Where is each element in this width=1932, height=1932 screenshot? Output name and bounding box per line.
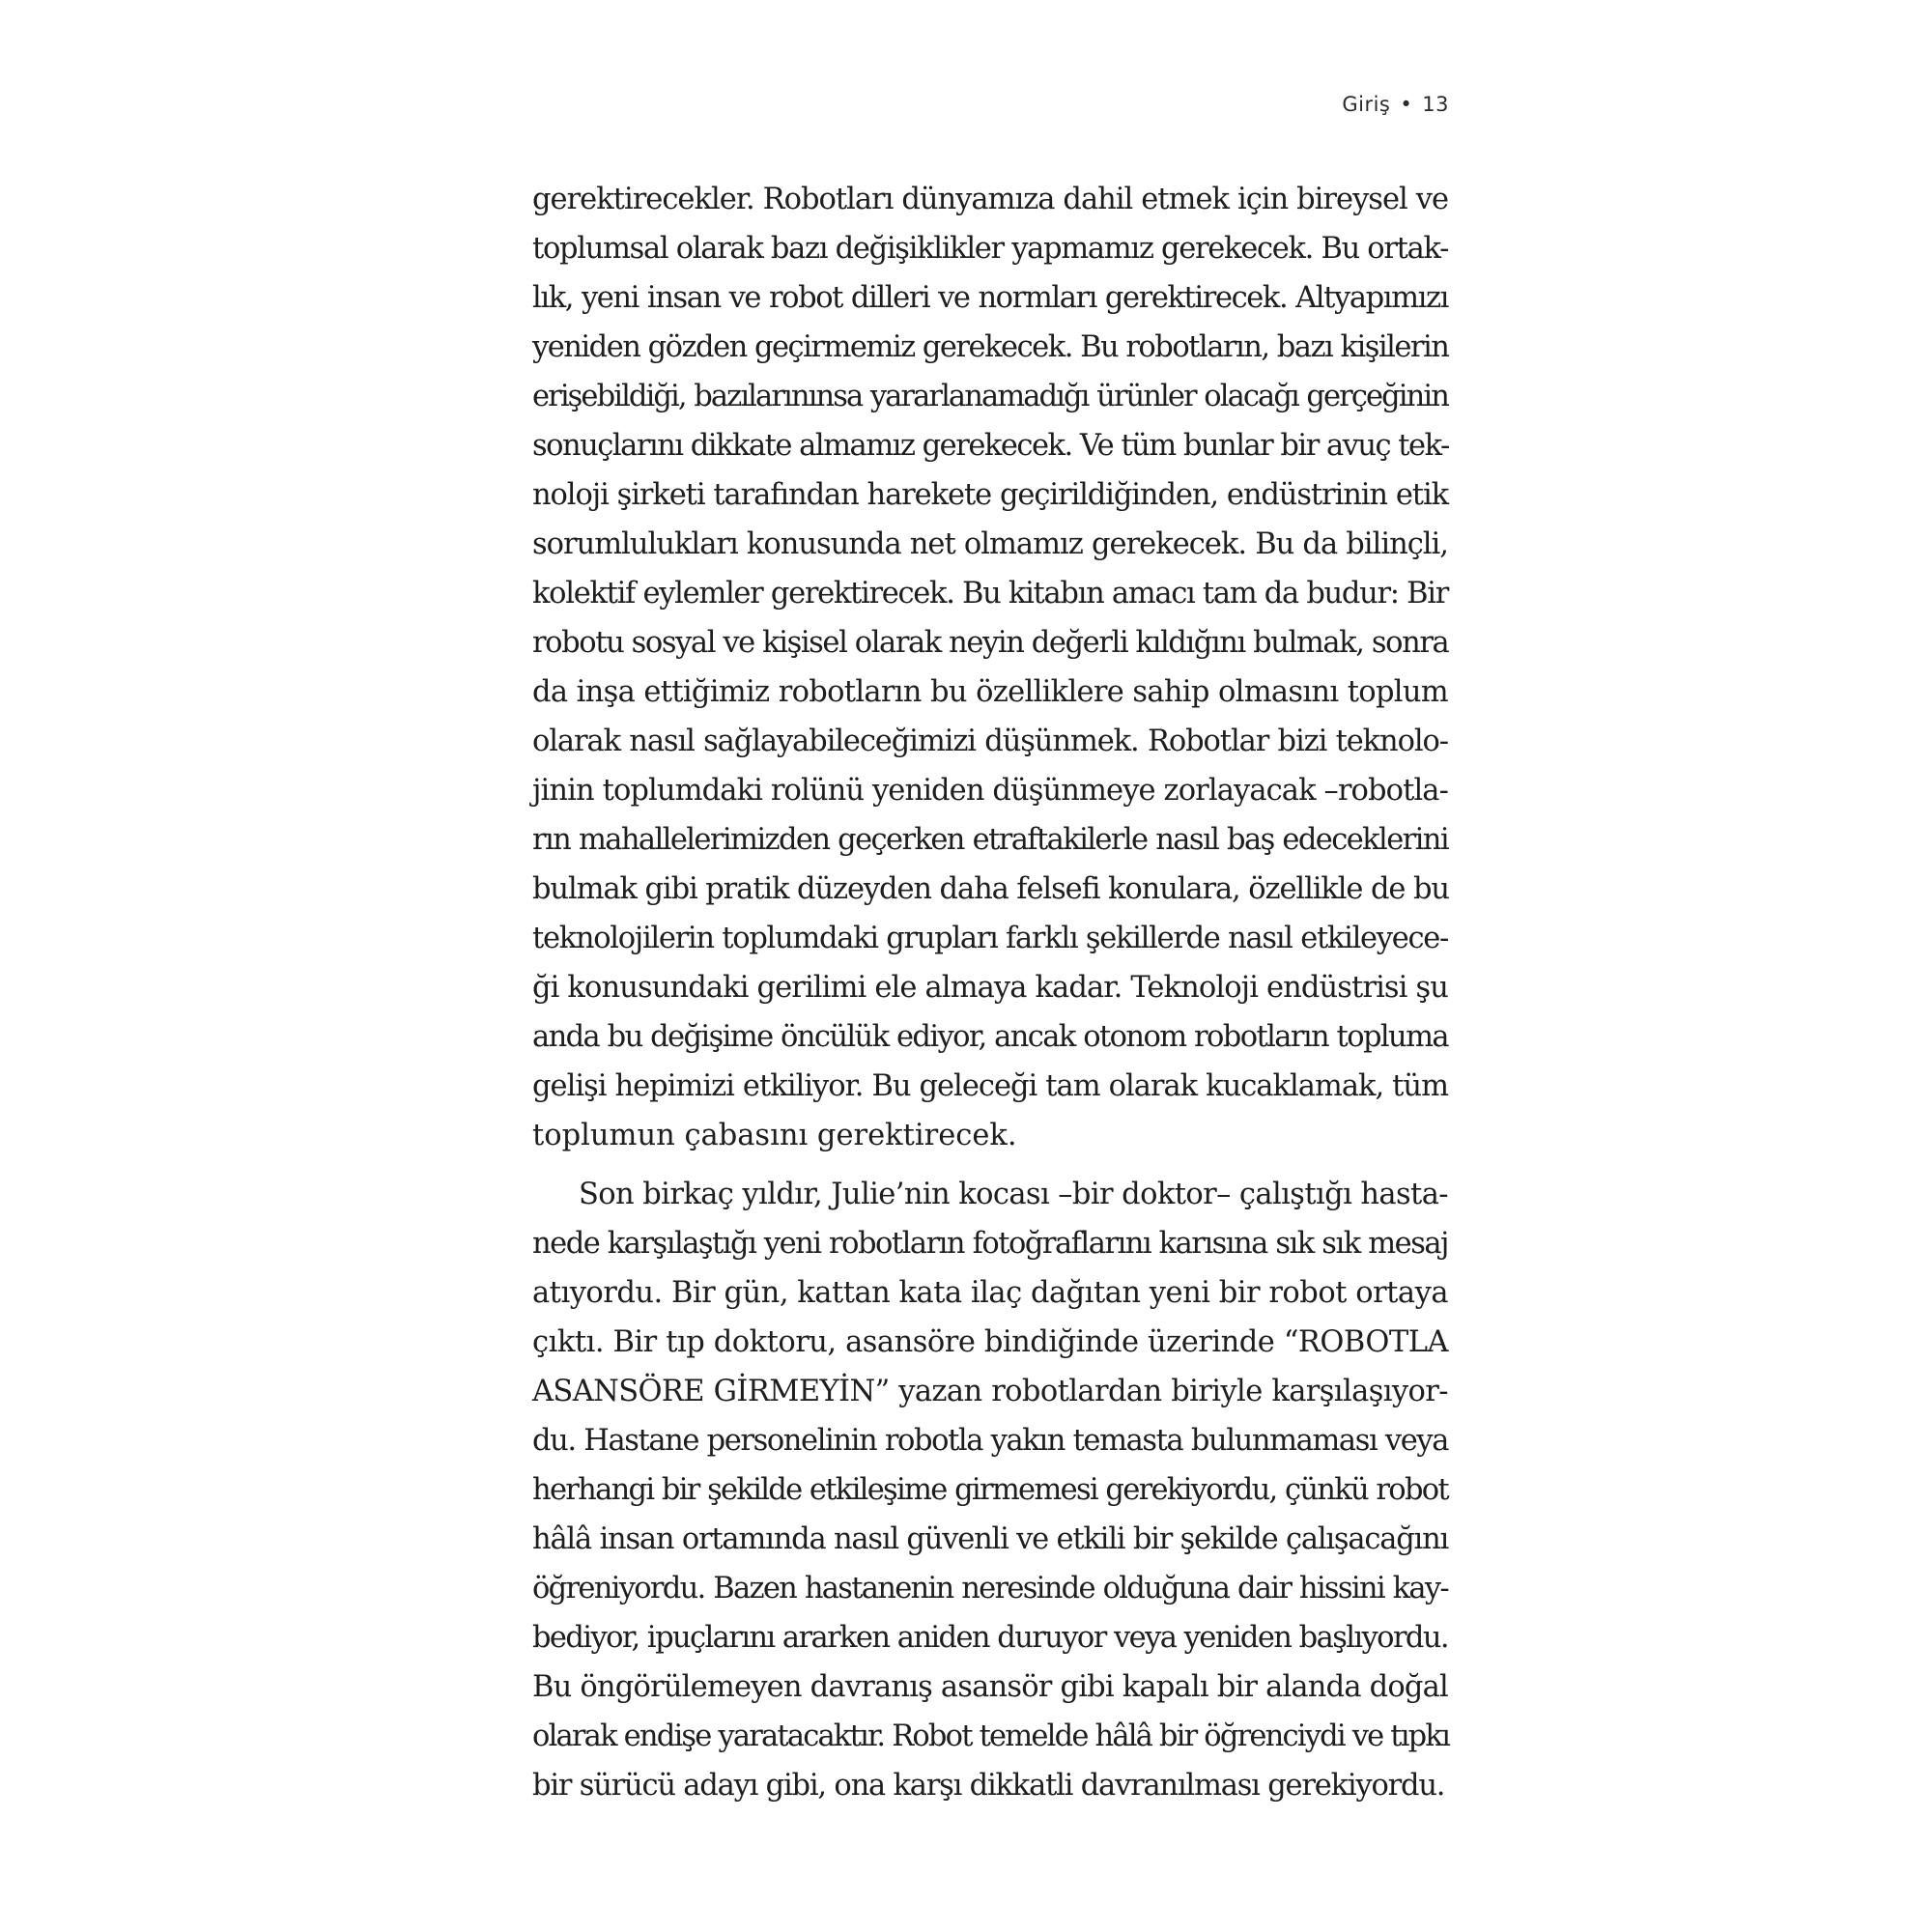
text-line: bulmak gibi pratik düzeyden daha felsefi konulara, özellikle de bu	[532, 872, 1449, 906]
text-line: yeniden gözden geçirmemiz gerekecek. Bu robotların, bazı kişilerin	[532, 330, 1449, 364]
text-line: da inşa ettiğimiz robotların bu özelliklere sahip olmasını toplum	[532, 675, 1448, 709]
text-line: bediyor, ipuçlarını ararken aniden duruyor veya yeniden başlıyordu.	[532, 1621, 1448, 1655]
text-line: Son birkaç yıldır, Julie’nin kocası –bir doktor– çalıştığı hasta-	[579, 1178, 1448, 1211]
section-title: Giriş	[1342, 93, 1391, 116]
text-line: gelişi hepimizi etkiliyor. Bu geleceği tam olarak kucaklamak, tüm	[532, 1069, 1448, 1103]
paragraph-spacer	[532, 1160, 1448, 1170]
text-line: erişebildiği, bazılarınınsa yararlanamadığı ürünler olacağı gerçeğinin	[532, 380, 1448, 413]
text-line: olarak nasıl sağlayabileceğimizi düşünmek. Robotlar bizi teknolo-	[532, 724, 1448, 758]
text-line: robotu sosyal ve kişisel olarak neyin değerli kıldığını bulmak, sonra	[532, 626, 1449, 660]
text-line: ği konusundaki gerilimi ele almaya kadar. Teknoloji endüstrisi şu	[532, 971, 1448, 1005]
text-line: çıktı. Bir tıp doktoru, asansöre bindiğinde üzerinde “ROBOTLA	[532, 1325, 1448, 1359]
text-line: Bu öngörülemeyen davranış asansör gibi kapalı bir alanda doğal	[532, 1670, 1448, 1704]
text-line: herhangi bir şekilde etkileşime girmemesi gerekiyordu, çünkü robot	[532, 1473, 1448, 1507]
text-line: toplumun çabasını gerektirecek.	[532, 1119, 1017, 1152]
text-line: anda bu değişime öncülük ediyor, ancak otonom robotların topluma	[532, 1020, 1448, 1054]
text-line: jinin toplumdaki rolünü yeniden düşünmeye zorlayacak –robotla-	[532, 774, 1448, 808]
text-line: du. Hastane personelinin robotla yakın temasta bulunmaması veya	[532, 1424, 1448, 1458]
text-line: hâlâ insan ortamında nasıl güvenli ve etkili bir şekilde çalışacağını	[532, 1522, 1449, 1556]
text-line: gerektirecekler. Robotları dünyamıza dahil etmek için bireysel ve	[532, 183, 1448, 216]
text-line: sonuçlarını dikkate almamız gerekecek. Ve tüm bunlar bir avuç tek-	[532, 429, 1449, 463]
paragraph-2	[532, 1170, 1448, 1810]
text-line: öğreniyordu. Bazen hastanenin neresinde olduğuna dair hissini kay-	[532, 1572, 1448, 1605]
text-line: sorumlulukları konusunda net olmamız gerekecek. Bu da bilinçli,	[532, 527, 1448, 561]
paragraph-1	[532, 175, 1448, 1160]
text-line: teknolojilerin toplumdaki grupları farklı şekillerde nasıl etkileyece-	[532, 922, 1448, 955]
text-line: rın mahallelerimizden geçerken etraftakilerle nasıl baş edeceklerini	[532, 823, 1448, 857]
text-line: bir sürücü adayı gibi, ona karşı dikkatli davranılması gerekiyordu.	[532, 1769, 1445, 1803]
body-text	[532, 175, 1448, 1810]
page-number: 13	[1422, 93, 1449, 116]
text-line: toplumsal olarak bazı değişiklikler yapmamız gerekecek. Bu ortak-	[532, 232, 1449, 266]
text-line: lık, yeni insan ve robot dilleri ve normları gerektirecek. Altyapımızı	[532, 281, 1448, 315]
running-header	[1159, 93, 1449, 116]
text-line: olarak endişe yaratacaktır. Robot temelde hâlâ bir öğrenciydi ve tıpkı	[532, 1719, 1450, 1753]
text-line: noloji şirketi tarafından harekete geçirildiğinden, endüstrinin etik	[532, 478, 1448, 512]
text-line: kolektif eylemler gerektirecek. Bu kitabın amacı tam da budur: Bir	[532, 577, 1448, 611]
text-line: atıyordu. Bir gün, kattan kata ilaç dağıtan yeni bir robot ortaya	[532, 1276, 1448, 1310]
text-line: ASANSÖRE GİRMEYİN” yazan robotlardan biriyle karşılaşıyor-	[532, 1375, 1448, 1408]
text-line: nede karşılaştığı yeni robotların fotoğraflarını karısına sık sık mesaj	[532, 1227, 1448, 1261]
header-separator: •	[1400, 93, 1413, 116]
